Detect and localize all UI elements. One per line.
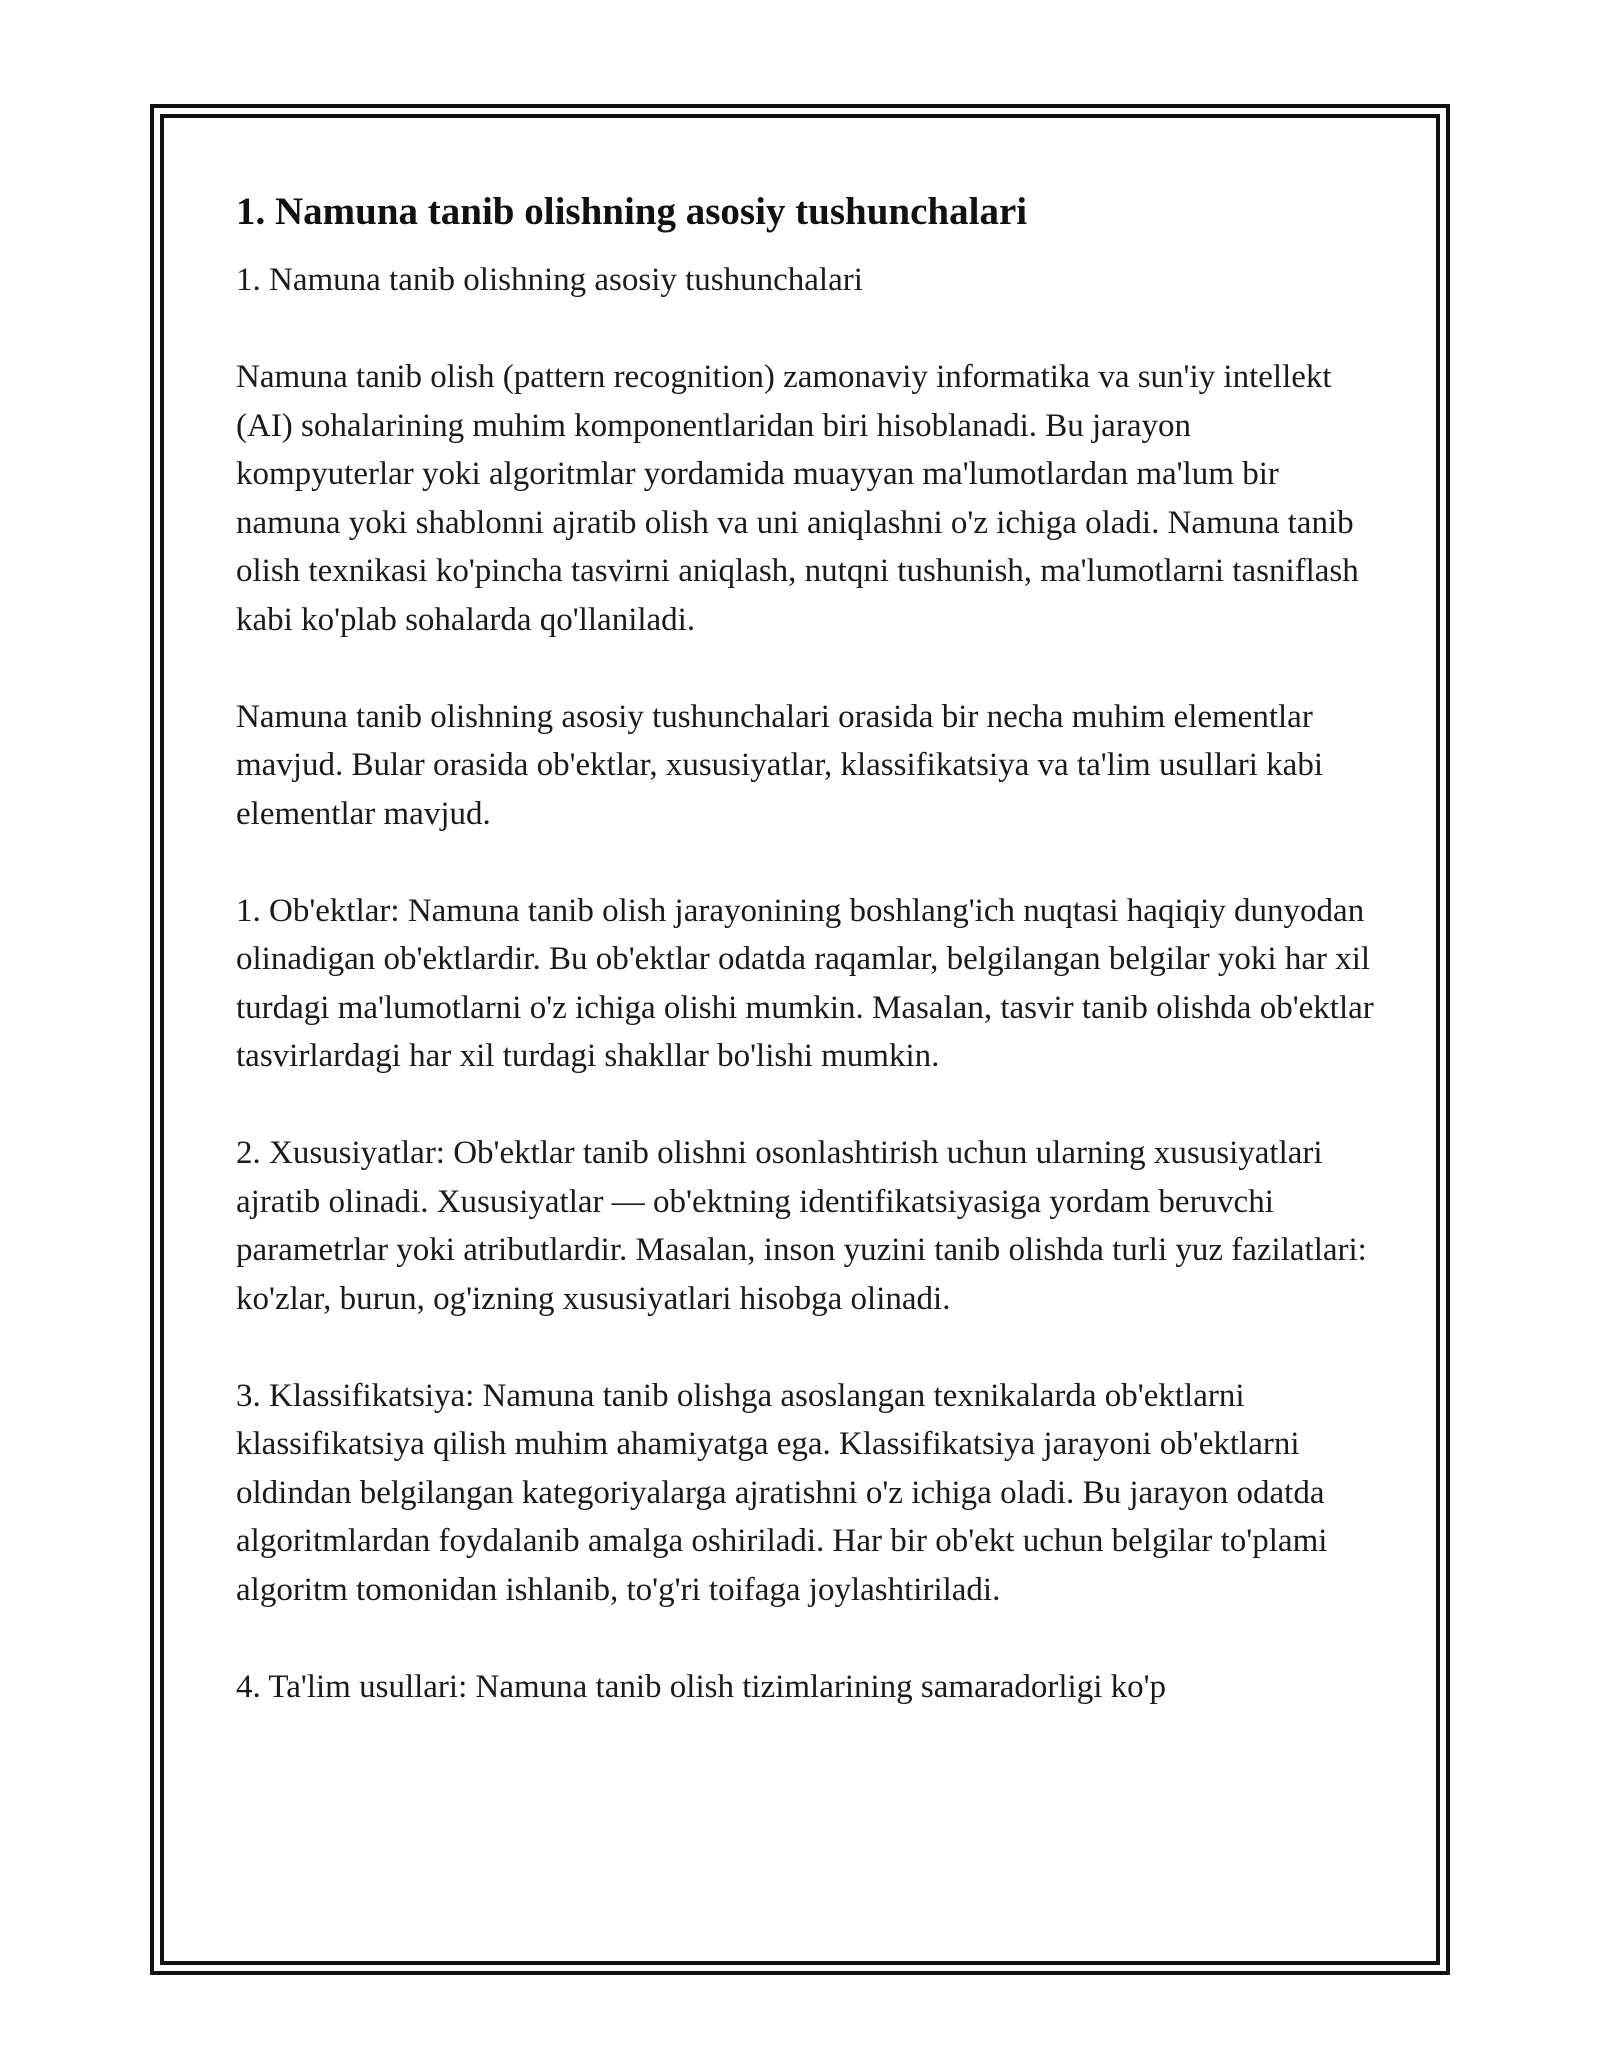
document-title: 1. Namuna tanib olishning asosiy tushunchalari bbox=[236, 190, 1028, 233]
paragraph-training-methods: 4. Ta'lim usullari: Namuna tanib olish tizimlarining samaradorligi ko'p bbox=[236, 1668, 1167, 1705]
paragraph-classification: 3. Klassifikatsiya: Namuna tanib olishga asoslangan texnikalarda ob'ektlarni klassifikatsiya qilish muhim ahamiyatga ega. Klassifikatsiya jarayoni ob'ektlarni oldindan belgilangan kategoriyalarga ajratishni o'z ichiga oladi. Bu jarayon odatda algoritmlardan foydalanib amalga oshiriladi. Har bir ob'ekt uchun belgilar to'plami algoritm tomonidan ishlanib, to'g'ri toifaga joylashtiriladi. bbox=[236, 1377, 1328, 1608]
paragraph-intro: Namuna tanib olish (pattern recognition) zamonaviy informatika va sun'iy intellekt (AI) sohalarining muhim komponentlaridan biri hisoblanadi. Bu jarayon kompyuterlar yoki algoritmlar yordamida muayyan ma'lumotlardan ma'lum bir namuna yoki shablonni ajratib olish va uni aniqlashni o'z ichiga oladi. Namuna tanib olish texnikasi ko'pincha tasvirni aniqlash, nutqni tushunish, ma'lumotlarni tasniflash kabi ko'plab sohalarda qo'llaniladi. bbox=[236, 359, 1359, 638]
document-body bbox=[236, 186, 1376, 1760]
paragraph-overview: Namuna tanib olishning asosiy tushunchalari orasida bir necha muhim elementlar mavjud. Bular orasida ob'ektlar, xususiyatlar, klassifikatsiya va ta'lim usullari kabi elementlar mavjud. bbox=[236, 698, 1324, 832]
paragraph-subtitle: 1. Namuna tanib olishning asosiy tushunchalari bbox=[236, 262, 863, 298]
paragraph-features: 2. Xususiyatlar: Ob'ektlar tanib olishni osonlashtirish uchun ularning xususiyatlari ajratib olinadi. Xususiyatlar — ob'ektning identifikatsiyasiga yordam beruvchi parametrlar yoki atributlardir. Masalan, inson yuzini tanib olishda turli yuz fazilatlari: ko'zlar, burun, og'izning xususiyatlari hisobga olinadi. bbox=[236, 1135, 1367, 1317]
paragraph-objects: 1. Ob'ektlar: Namuna tanib olish jarayonining boshlang'ich nuqtasi haqiqiy dunyodan olinadigan ob'ektlardir. Bu ob'ektlar odatda raqamlar, belgilangan belgilar yoki har xil turdagi ma'lumotlarni o'z ichiga olishi mumkin. Masalan, tasvir tanib olishda ob'ektlar tasvirlardagi har xil turdagi shakllar bo'lishi mumkin. bbox=[236, 892, 1374, 1074]
